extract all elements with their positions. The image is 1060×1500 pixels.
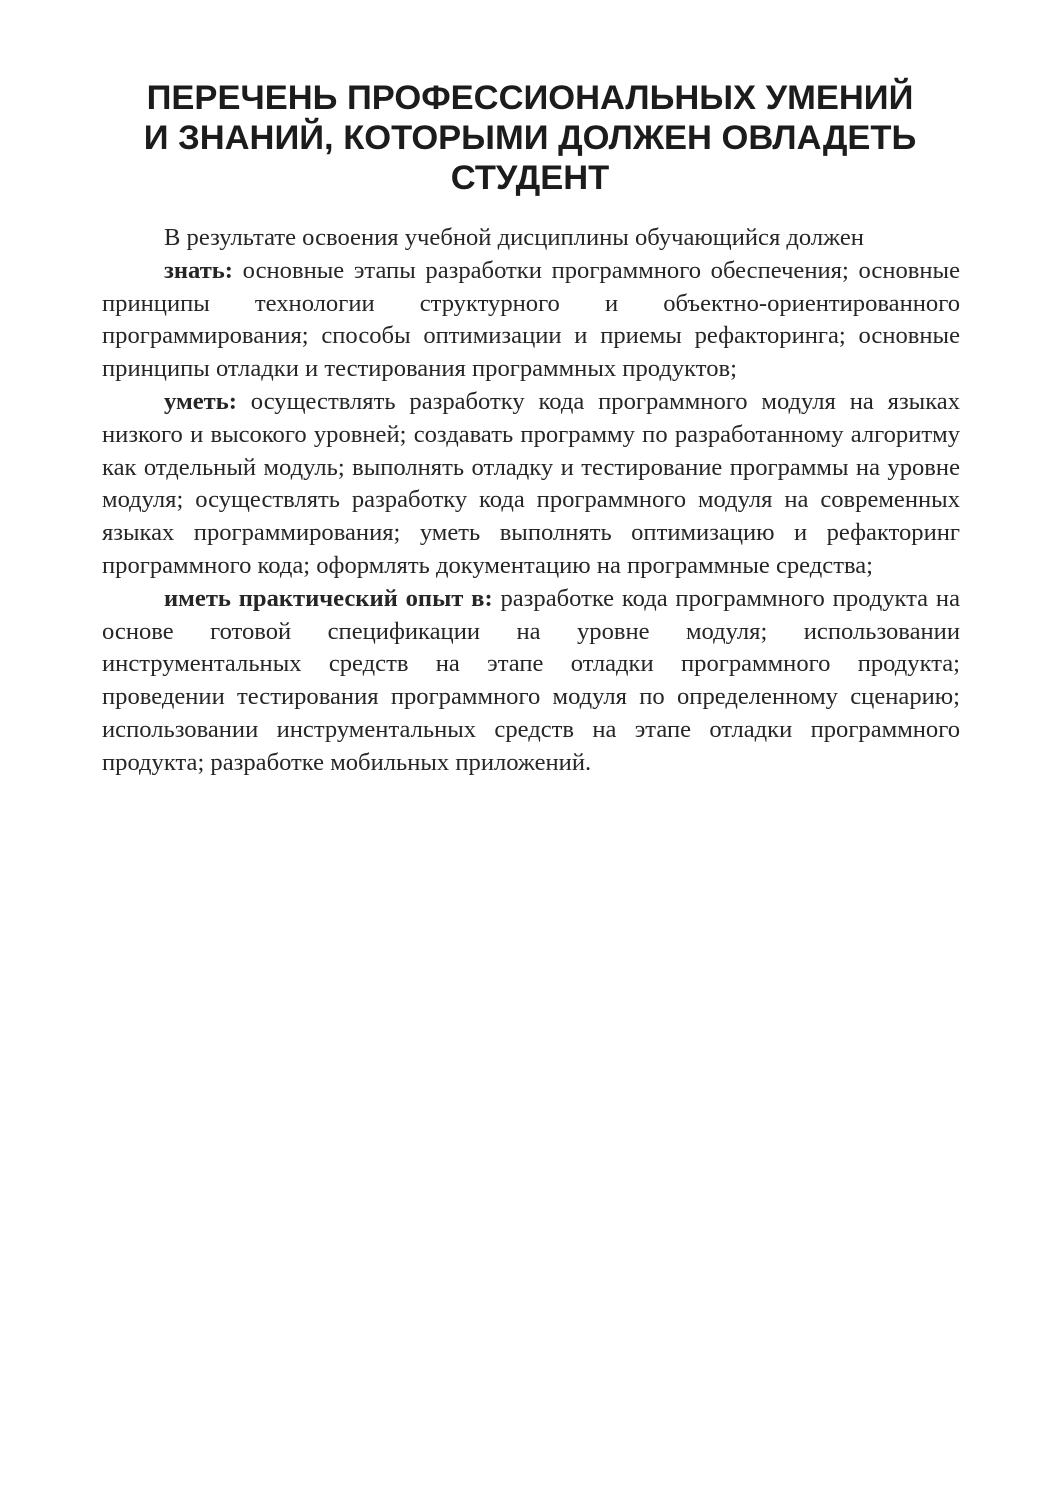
experience-term: иметь практический опыт в:	[164, 584, 493, 612]
knowledge-term: знать:	[164, 256, 233, 284]
knowledge-text: основные этапы разработки программного обеспечения; основные принципы технологии структурного и объектно-ориентированного программирования; способы оптимизации и приемы рефакторинга; основные принципы отладки и тестирования программных продуктов;	[102, 256, 960, 383]
page-title	[100, 78, 960, 198]
experience-paragraph	[102, 583, 960, 780]
title-line-1: ПЕРЕЧЕНЬ ПРОФЕССИОНАЛЬНЫХ УМЕНИЙ	[146, 79, 914, 117]
title-line-2: И ЗНАНИЙ, КОТОРЫМИ ДОЛЖЕН ОВЛАДЕТЬ	[143, 119, 917, 157]
experience-text: разработке кода программного продукта на основе готовой спецификации на уровне модуля; использовании инструментальных средств на этапе отладки программного продукта; проведении тестирования программного модуля по определенному сценарию; использовании инструментальных средств на этапе отладки программного продукта; разработке мобильных приложений.	[102, 584, 960, 776]
skills-text: осуществлять разработку кода программного модуля на языках низкого и высокого уровней; создавать программу по разработанному алгоритму как отдельный модуль; выполнять отладку и тестирование программы на уровне модуля; осуществлять разработку кода программного модуля на современных языках программирования; уметь выполнять оптимизацию и рефакторинг программного кода; оформлять документацию на программные средства;	[102, 387, 960, 579]
intro-paragraph: В результате освоения учебной дисциплины обучающийся должен	[164, 224, 864, 251]
title-line-3: СТУДЕНТ	[450, 159, 610, 197]
skills-term: уметь:	[164, 387, 237, 415]
knowledge-paragraph	[102, 255, 960, 386]
skills-paragraph	[102, 386, 960, 583]
body-text	[102, 222, 960, 780]
